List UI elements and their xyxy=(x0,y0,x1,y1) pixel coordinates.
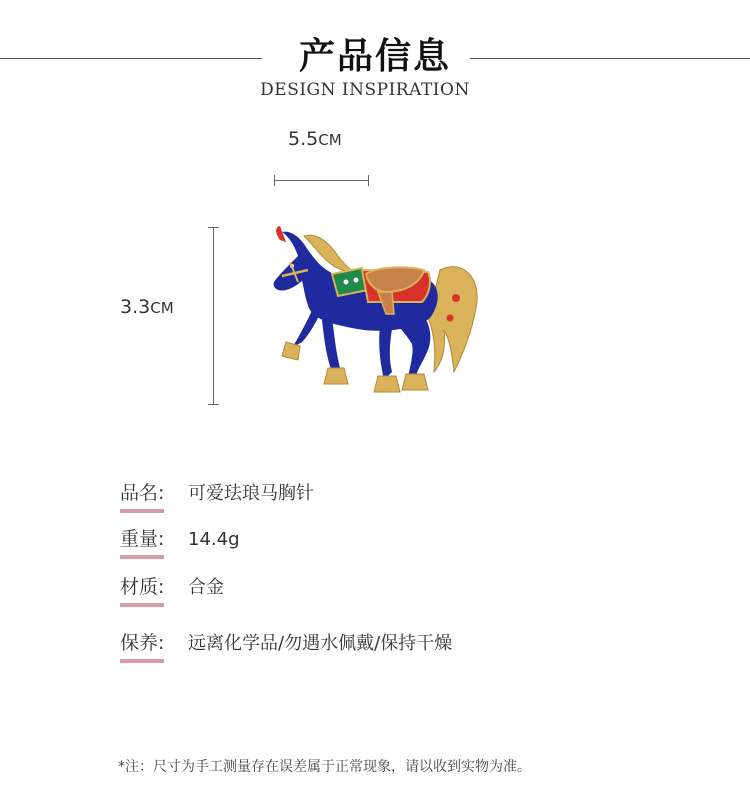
spec-value-weight: 14.4g xyxy=(188,529,240,550)
spec-value-care: 远离化学品/勿遇水佩戴/保持干燥 xyxy=(188,633,453,654)
spec-label-care: 保养: xyxy=(120,628,188,655)
height-value: 3.3 xyxy=(120,296,151,318)
spec-label-weight: 重量: xyxy=(120,524,188,551)
spec-value-material: 合金 xyxy=(188,577,224,598)
page-subtitle: DESIGN INSPIRATION xyxy=(260,80,470,100)
height-measure-cap-bottom xyxy=(208,404,219,405)
label-underline xyxy=(120,555,164,559)
footnote: *注：尺寸为手工测量存在误差属于正常现象，请以收到实物为准。 xyxy=(118,759,531,775)
width-label xyxy=(288,128,342,150)
height-measure-cap-top xyxy=(208,227,219,228)
width-measure-cap-left xyxy=(274,175,275,186)
spec-row-material xyxy=(120,572,224,599)
label-underline xyxy=(120,509,164,513)
label-underline xyxy=(120,603,164,607)
spec-label-material: 材质: xyxy=(120,572,188,599)
height-label xyxy=(120,296,174,318)
spec-value-name: 可爱珐琅马胸针 xyxy=(188,483,314,504)
height-measure-line xyxy=(213,227,214,405)
horse-brooch-illustration xyxy=(268,222,484,402)
spec-row-care xyxy=(120,628,452,655)
spec-label-name: 品名: xyxy=(120,478,188,505)
page-title: 产品信息 xyxy=(298,36,451,77)
label-underline xyxy=(120,659,164,663)
width-unit: CM xyxy=(318,131,342,149)
height-unit: CM xyxy=(150,299,174,317)
width-measure-cap-right xyxy=(368,175,369,186)
spec-row-name xyxy=(120,478,314,505)
width-measure-line xyxy=(274,180,369,181)
spec-row-weight xyxy=(120,524,240,551)
width-value: 5.5 xyxy=(288,128,319,150)
